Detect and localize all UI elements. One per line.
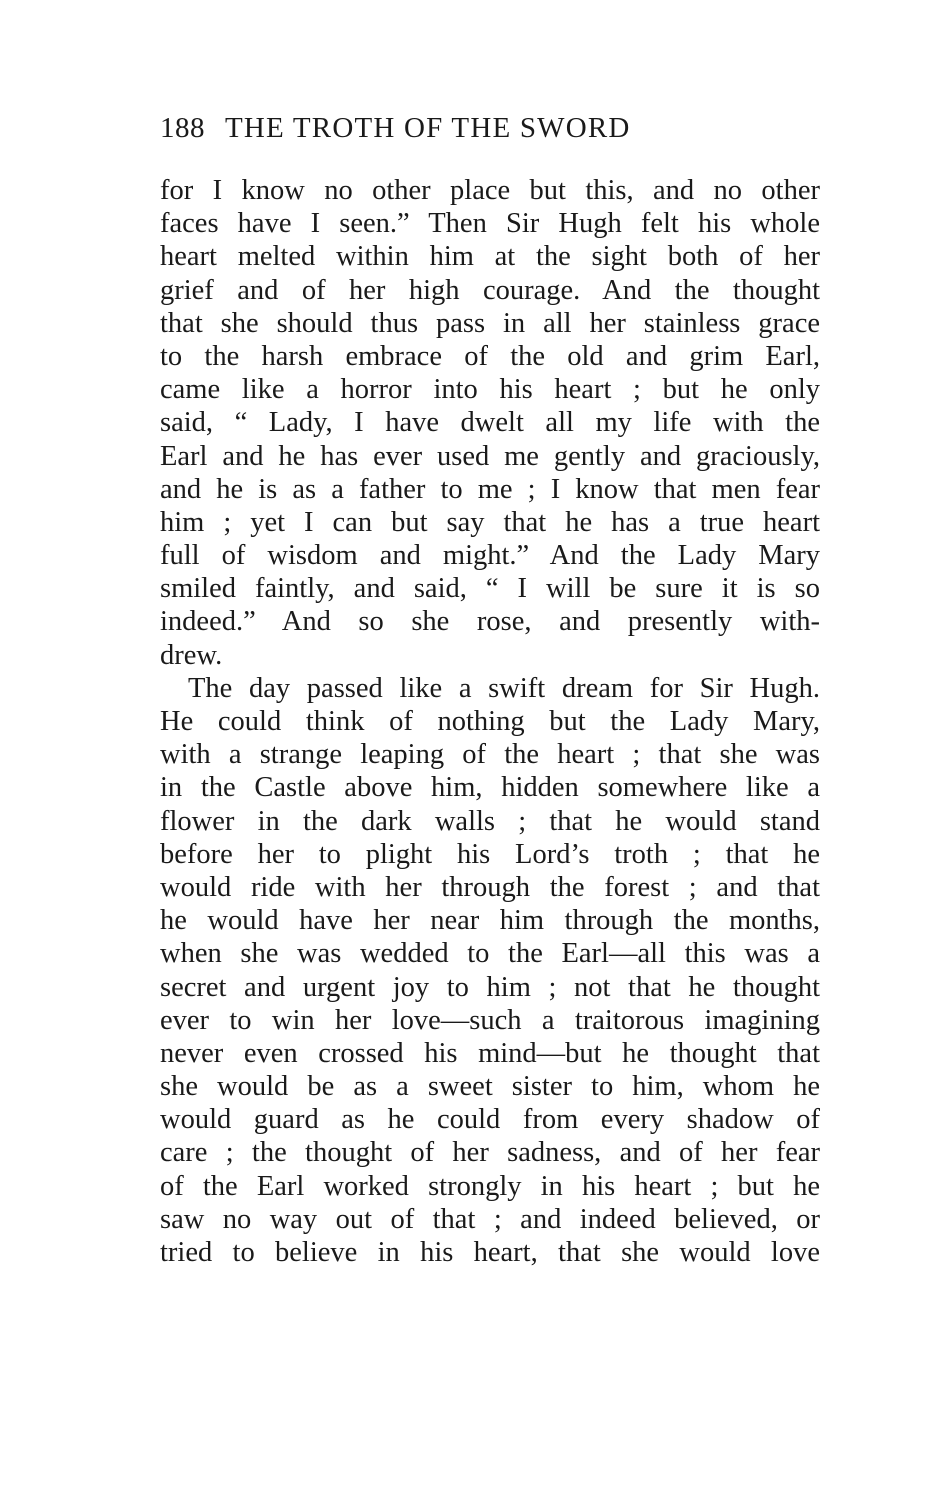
text-line: saw no way out of that ; and indeed believed, or [160,1203,820,1235]
text-line: that she should thus pass in all her stainless grace [160,307,820,339]
text-line: Earl and he has ever used me gently and graciously, [160,440,820,472]
text-line: and he is as a father to me ; I know that men fear [160,473,820,505]
text-line: flower in the dark walls ; that he would stand [160,805,820,837]
page-number: 188 [160,112,205,144]
text-line: before her to plight his Lord’s troth ; that he [160,838,820,870]
text-line: of the Earl worked strongly in his heart ; but he [160,1170,820,1202]
text-line: him ; yet I can but say that he has a true heart [160,506,820,538]
text-line: full of wisdom and might.” And the Lady Mary [160,540,820,572]
running-title: THE TROTH OF THE SWORD [225,112,631,144]
text-line: when she was wedded to the Earl—all this was a [160,938,820,970]
text-line: drew. [160,639,223,671]
text-line: in the Castle above him, hidden somewhere like a [160,772,820,804]
body-text [160,174,820,1269]
text-line: heart melted within him at the sight both of her [160,241,820,273]
text-line: for I know no other place but this, and no other [160,175,820,206]
text-line: with a strange leaping of the heart ; that she was [160,739,820,771]
text-line: He could think of nothing but the Lady Mary, [160,706,820,737]
text-line: to the harsh embrace of the old and grim Earl, [160,340,820,372]
text-line: would ride with her through the forest ; and that [160,871,820,903]
running-header [160,112,631,145]
text-line: would guard as he could from every shadow of [160,1104,820,1136]
text-line: said, “ Lady, I have dwelt all my life with the [160,407,820,439]
paragraph [160,174,820,672]
text-line: came like a horror into his heart ; but he only [160,374,820,406]
text-line: indeed.” And so she rose, and presently with- [160,606,820,638]
text-line: she would be as a sweet sister to him, whom he [160,1071,820,1103]
paragraph [160,672,820,1269]
text-line: secret and urgent joy to him ; not that he thought [160,971,820,1003]
text-line: he would have her near him through the months, [160,905,820,937]
text-line: tried to believe in his heart, that she would love [160,1237,820,1268]
text-line: smiled faintly, and said, “ I will be sure it is so [160,573,820,605]
text-line: ever to win her love—such a traitorous imagining [160,1004,820,1036]
text-line: grief and of her high courage. And the thought [160,274,820,306]
text-line: never even crossed his mind—but he thought that [160,1037,820,1069]
text-line: The day passed like a swift dream for Sir Hugh. [188,672,820,704]
text-line: faces have I seen.” Then Sir Hugh felt his whole [160,208,820,240]
text-line: care ; the thought of her sadness, and of her fear [160,1137,820,1169]
